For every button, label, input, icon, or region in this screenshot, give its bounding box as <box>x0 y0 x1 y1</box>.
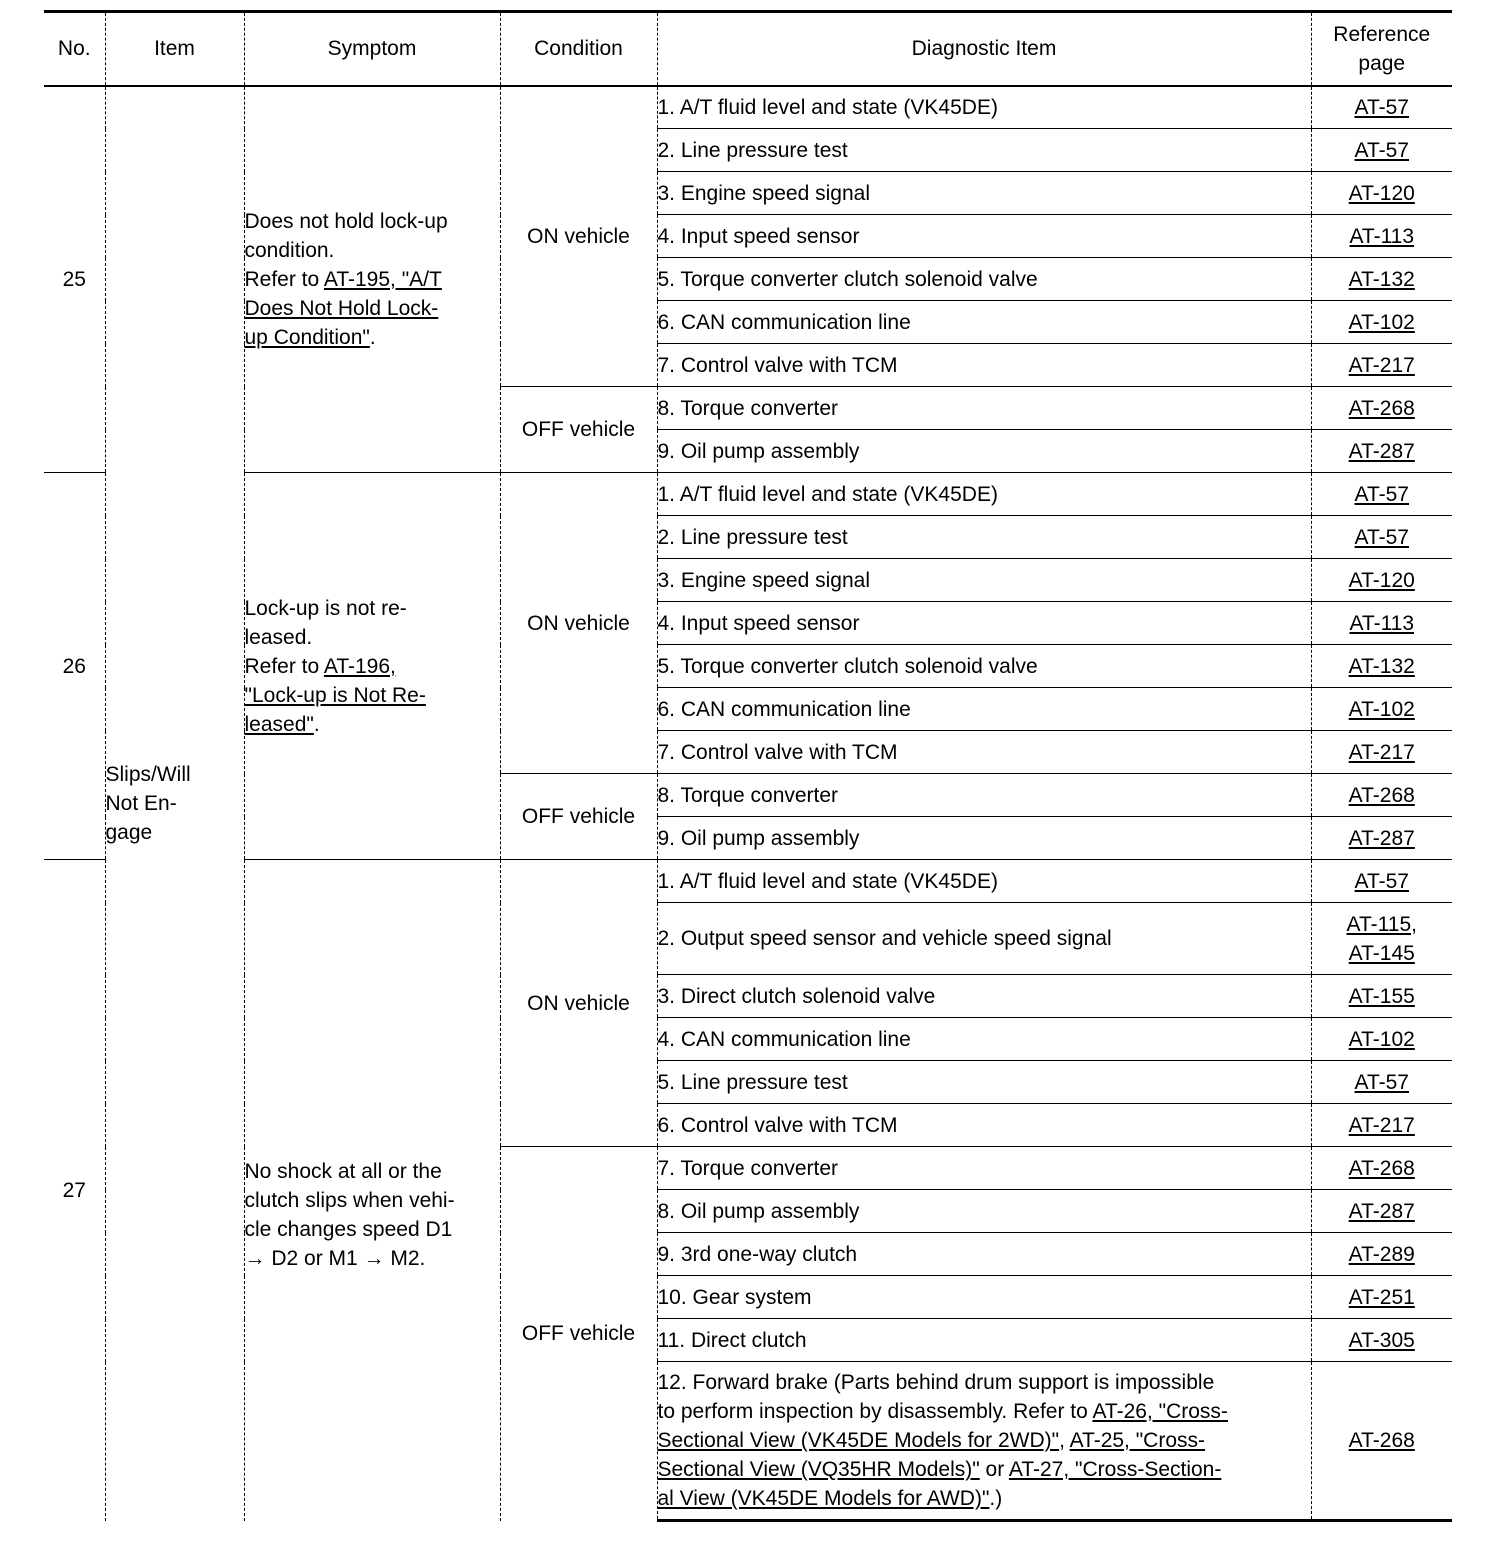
reference-link[interactable]: AT-57 <box>1354 482 1409 506</box>
diagnostic-item: 6. CAN communication line <box>657 688 1311 731</box>
diagnostic-item: 4. CAN communication line <box>657 1018 1311 1061</box>
reference-link[interactable]: AT-287 <box>1348 826 1415 850</box>
reference-page <box>1311 1319 1452 1362</box>
diagnostic-item: 11. Direct clutch <box>657 1319 1311 1362</box>
symptom-text: No shock at all or the <box>244 1160 442 1184</box>
reference-link[interactable]: AT-217 <box>1348 1113 1415 1137</box>
diagnostic-item: 2. Line pressure test <box>657 129 1311 172</box>
reference-link[interactable]: AT-57 <box>1354 1070 1409 1094</box>
reference-link[interactable]: AT-155 <box>1348 984 1415 1008</box>
symptom-reference-link[interactable]: leased" <box>244 712 314 736</box>
item-label-line: Slips/Will <box>105 763 191 786</box>
diagnostic-item: 6. CAN communication line <box>657 301 1311 344</box>
reference-link[interactable]: AT-217 <box>1348 740 1415 764</box>
symptom-text: → D2 or M1 → M2. <box>244 1247 426 1271</box>
header-reference-line1: Reference <box>1333 22 1431 46</box>
condition-on-vehicle: ON vehicle <box>500 860 657 1147</box>
condition-on-vehicle: ON vehicle <box>500 473 657 774</box>
reference-page <box>1311 258 1452 301</box>
reference-link[interactable]: AT-268 <box>1348 783 1415 807</box>
reference-page <box>1311 645 1452 688</box>
reference-link[interactable]: AT-115, <box>1346 912 1417 936</box>
diagnostic-item: 6. Control valve with TCM <box>657 1104 1311 1147</box>
reference-link[interactable]: AT-268 <box>1348 1429 1415 1452</box>
diagnostic-item: 2. Line pressure test <box>657 516 1311 559</box>
reference-page <box>1311 1276 1452 1319</box>
reference-page <box>1311 1147 1452 1190</box>
reference-link[interactable]: AT-57 <box>1354 138 1409 162</box>
diagnostic-item: 5. Torque converter clutch solenoid valve <box>657 258 1311 301</box>
reference-page <box>1311 688 1452 731</box>
header-diagnostic-item: Diagnostic Item <box>657 12 1311 86</box>
reference-link[interactable]: AT-145 <box>1348 941 1415 965</box>
diagnostic-item: 2. Output speed sensor and vehicle speed signal <box>657 903 1311 975</box>
diagnostic-item: 4. Input speed sensor <box>657 602 1311 645</box>
diagnostic-item: 10. Gear system <box>657 1276 1311 1319</box>
separator: or <box>979 1458 1009 1481</box>
diagnostic-item: 1. A/T fluid level and state (VK45DE) <box>657 86 1311 129</box>
reference-page <box>1311 774 1452 817</box>
symptom-cell <box>244 860 500 1521</box>
reference-page <box>1311 473 1452 516</box>
symptom-text: clutch slips when vehi- <box>244 1189 455 1213</box>
reference-link[interactable]: AT-132 <box>1348 267 1415 291</box>
symptom-cell <box>244 86 500 473</box>
symptom-end: . <box>313 712 320 736</box>
reference-page <box>1311 344 1452 387</box>
diagnostic-item: 5. Line pressure test <box>657 1061 1311 1104</box>
diagnostic-item: 7. Control valve with TCM <box>657 344 1311 387</box>
reference-link[interactable]: AT-102 <box>1348 310 1415 334</box>
diagnostic-text-line <box>658 1397 1311 1426</box>
table-row <box>44 860 1452 903</box>
reference-link[interactable]: AT-268 <box>1348 1156 1415 1180</box>
reference-link[interactable]: AT-57 <box>1354 95 1409 119</box>
reference-link[interactable]: AT-305 <box>1348 1328 1415 1352</box>
symptom-reference-link[interactable]: "Lock-up is Not Re- <box>244 683 426 707</box>
symptom-reference-link[interactable]: up Condition" <box>244 325 370 349</box>
diagnostic-item: 9. 3rd one-way clutch <box>657 1233 1311 1276</box>
condition-on-vehicle: ON vehicle <box>500 86 657 387</box>
reference-page <box>1311 860 1452 903</box>
reference-link[interactable]: AT-120 <box>1348 181 1415 205</box>
reference-page <box>1311 817 1452 860</box>
symptom-text: Does not hold lock-up <box>244 209 448 233</box>
reference-page <box>1311 387 1452 430</box>
reference-link[interactable]: AT-113 <box>1349 224 1415 248</box>
symptom-refer-line <box>245 710 500 739</box>
row-number: 26 <box>44 473 105 860</box>
diagnostic-item: 8. Oil pump assembly <box>657 1190 1311 1233</box>
reference-page <box>1311 430 1452 473</box>
item-label-line: Not En- <box>105 792 177 815</box>
condition-off-vehicle: OFF vehicle <box>500 774 657 860</box>
condition-off-vehicle: OFF vehicle <box>500 1147 657 1521</box>
row-number: 25 <box>62 267 86 291</box>
reference-link[interactable]: AT-102 <box>1348 1027 1415 1051</box>
diagnostic-item: 7. Control valve with TCM <box>657 731 1311 774</box>
table-row <box>44 473 1452 516</box>
diagnostic-item: 3. Engine speed signal <box>657 172 1311 215</box>
reference-page <box>1311 1190 1452 1233</box>
reference-page <box>1311 129 1452 172</box>
diagnostic-item: 3. Direct clutch solenoid valve <box>657 975 1311 1018</box>
diagnostic-item: 3. Engine speed signal <box>657 559 1311 602</box>
symptom-reference-link[interactable]: AT-196, <box>323 654 396 678</box>
symptom-refer-line <box>245 265 500 294</box>
symptom-text: cle changes speed D1 <box>244 1218 453 1242</box>
diagnostic-item: 9. Oil pump assembly <box>657 430 1311 473</box>
diagnostic-text-line <box>658 1484 1311 1513</box>
reference-page <box>1311 1104 1452 1147</box>
item-label <box>105 86 244 1521</box>
symptom-text: Lock-up is not re- <box>244 596 407 620</box>
reference-page <box>1311 602 1452 645</box>
reference-page <box>1311 1362 1452 1521</box>
reference-link[interactable]: AT-120 <box>1348 568 1415 592</box>
reference-page <box>1311 215 1452 258</box>
diagnostic-item: 5. Torque converter clutch solenoid valve <box>657 645 1311 688</box>
reference-page <box>1311 301 1452 344</box>
condition-off-vehicle: OFF vehicle <box>500 387 657 473</box>
header-condition: Condition <box>500 12 657 86</box>
cross-section-link-2wd[interactable]: AT-26, "Cross- <box>1092 1400 1228 1423</box>
symptom-text: condition. <box>244 238 335 262</box>
diagnostic-table <box>44 10 1452 1522</box>
symptom-refer-text: Refer to <box>244 654 324 678</box>
diagnostic-text: to perform inspection by disassembly. Refer to <box>657 1400 1093 1423</box>
diagnostic-end: .) <box>989 1487 1003 1510</box>
symptom-text: leased. <box>244 625 313 649</box>
reference-link[interactable]: AT-268 <box>1348 396 1415 420</box>
cross-section-link-2wd[interactable]: Sectional View (VK45DE Models for 2WD)" <box>657 1429 1060 1452</box>
header-symptom: Symptom <box>244 12 500 86</box>
header-row <box>44 12 1452 86</box>
reference-link[interactable]: AT-102 <box>1348 697 1415 721</box>
diagnostic-text-line <box>658 1426 1311 1455</box>
reference-page <box>1311 559 1452 602</box>
diagnostic-item: 7. Torque converter <box>657 1147 1311 1190</box>
item-label-line: gage <box>105 821 153 844</box>
reference-link[interactable]: AT-287 <box>1348 439 1415 463</box>
header-reference-page <box>1311 12 1452 86</box>
reference-page <box>1311 1233 1452 1276</box>
reference-link[interactable]: AT-289 <box>1348 1242 1415 1266</box>
reference-page <box>1311 975 1452 1018</box>
diagnostic-item: 1. A/T fluid level and state (VK45DE) <box>657 860 1311 903</box>
symptom-reference-link[interactable]: Does Not Hold Lock- <box>244 296 439 320</box>
reference-link[interactable]: AT-132 <box>1348 654 1415 678</box>
reference-page <box>1311 1018 1452 1061</box>
reference-link[interactable]: AT-57 <box>1354 869 1409 893</box>
header-no: No. <box>44 12 105 86</box>
reference-page <box>1311 731 1452 774</box>
symptom-reference-link[interactable]: AT-195, "A/T <box>323 267 442 291</box>
reference-page <box>1311 516 1452 559</box>
cross-section-link-vq35hr[interactable]: Sectional View (VQ35HR Models)" <box>657 1458 980 1481</box>
symptom-refer-line <box>245 323 500 352</box>
symptom-end: . <box>369 325 376 349</box>
diagnostic-text-line <box>658 1455 1311 1484</box>
reference-page <box>1311 903 1452 975</box>
reference-link[interactable]: AT-113 <box>1349 611 1415 635</box>
row-number: 27 <box>44 860 105 1521</box>
reference-page <box>1311 172 1452 215</box>
reference-link[interactable]: AT-57 <box>1354 525 1409 549</box>
reference-link[interactable]: AT-217 <box>1348 353 1415 377</box>
diagnostic-item <box>657 1362 1311 1521</box>
symptom-refer-text: Refer to <box>244 267 324 291</box>
table-row <box>44 86 1452 129</box>
diagnostic-item: 1. A/T fluid level and state (VK45DE) <box>657 473 1311 516</box>
diagnostic-text: 12. Forward brake (Parts behind drum support is impossible <box>657 1371 1215 1394</box>
symptom-cell <box>244 473 500 860</box>
cross-section-link-awd[interactable]: al View (VK45DE Models for AWD)" <box>657 1487 990 1510</box>
separator: , <box>1059 1429 1070 1452</box>
reference-page <box>1311 86 1452 129</box>
reference-link[interactable]: AT-287 <box>1348 1199 1415 1223</box>
diagnostic-item: 9. Oil pump assembly <box>657 817 1311 860</box>
reference-link[interactable]: AT-251 <box>1348 1285 1415 1309</box>
diagnostic-item: 8. Torque converter <box>657 387 1311 430</box>
cross-section-link-vq35hr[interactable]: AT-25, "Cross- <box>1069 1429 1206 1452</box>
diagnostic-item: 8. Torque converter <box>657 774 1311 817</box>
diagnostic-item: 4. Input speed sensor <box>657 215 1311 258</box>
symptom-refer-line <box>245 652 500 681</box>
header-reference-line2: page <box>1358 51 1406 75</box>
reference-page <box>1311 1061 1452 1104</box>
cross-section-link-awd[interactable]: AT-27, "Cross-Section- <box>1008 1458 1222 1481</box>
header-item: Item <box>105 12 244 86</box>
